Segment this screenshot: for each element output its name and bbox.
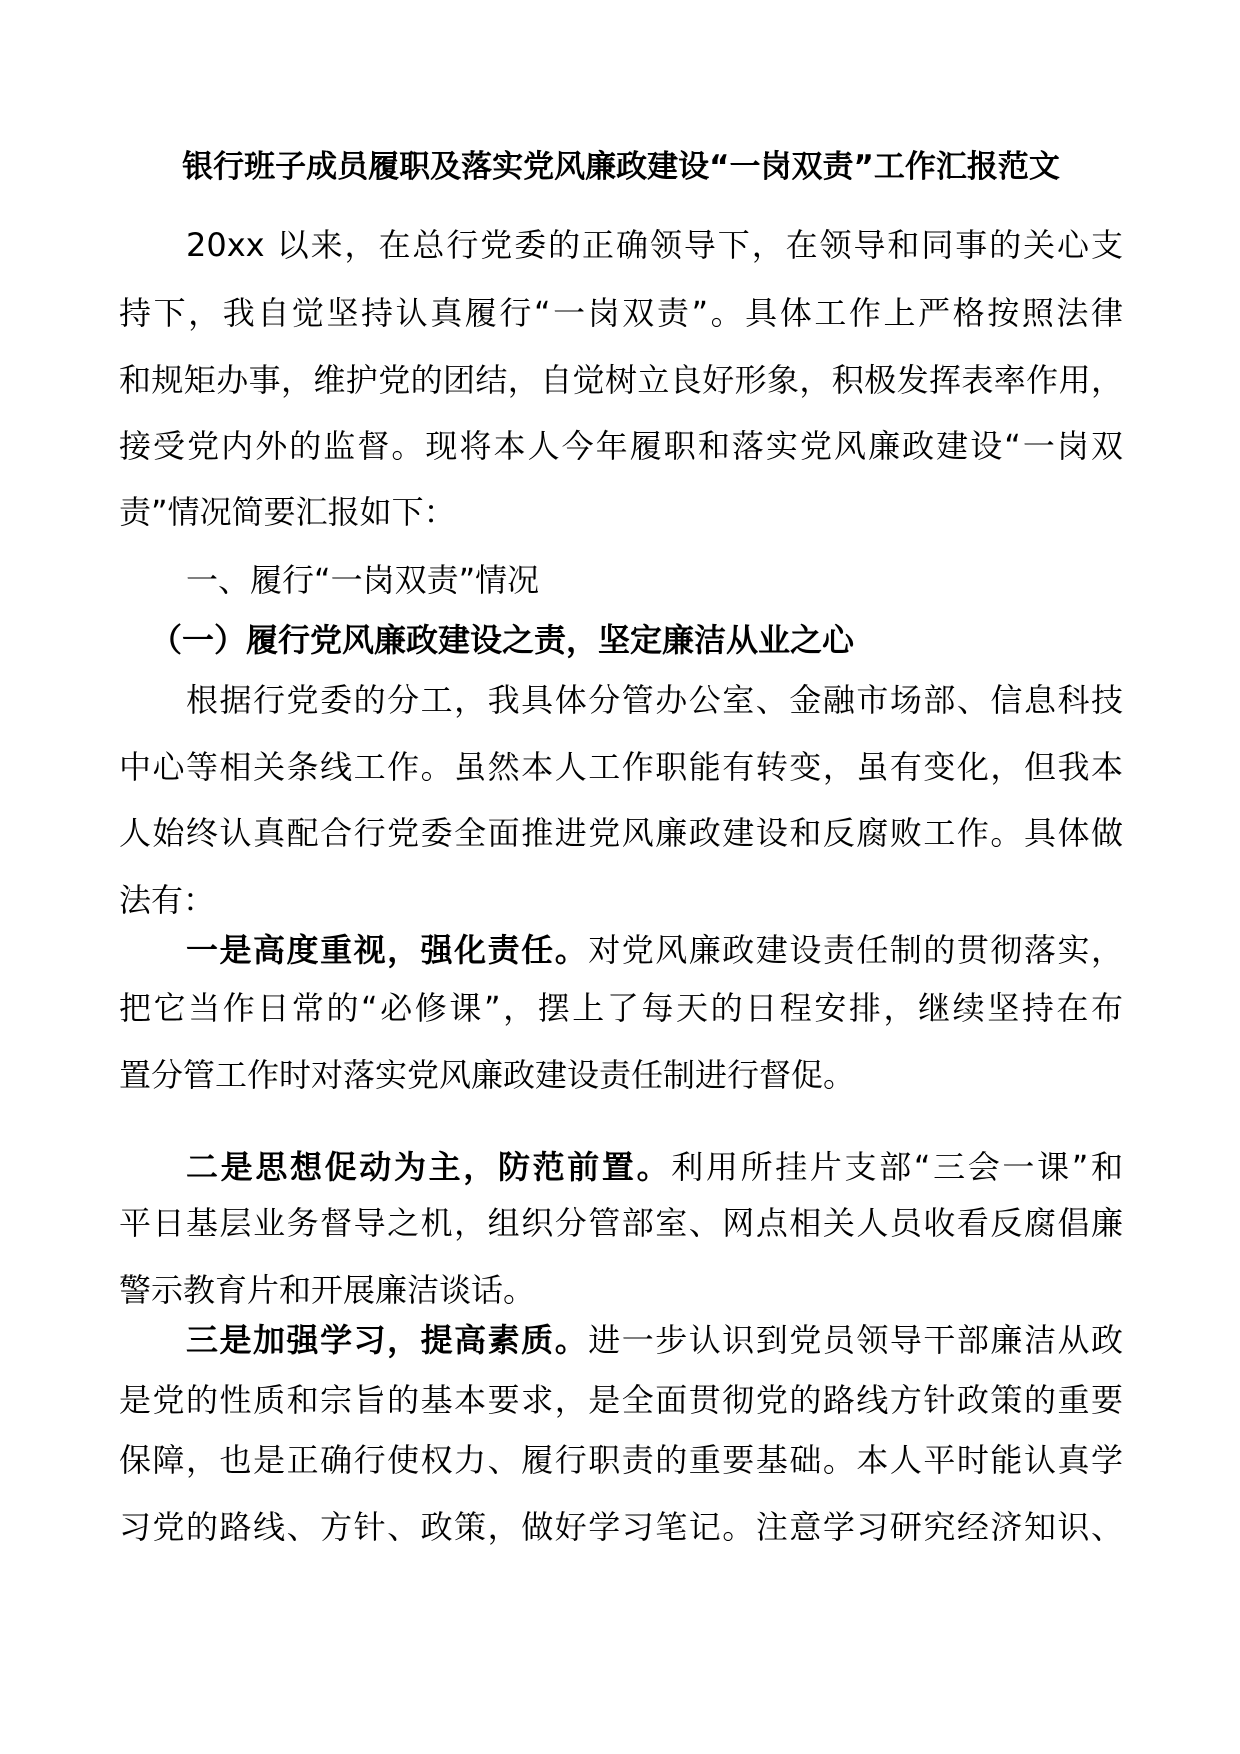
point-line: 平日基层业务督导之机，组织分管部室、网点相关人员收看反腐倡廉 [119,1204,1123,1242]
point-text: 对党风廉政建设责任制的贯彻落实， [588,931,1123,969]
document-title: 银行班子成员履职及落实党风廉政建设“一岗双责”工作汇报范文 [182,149,1060,185]
paragraph-line: 根据行党委的分工，我具体分管办公室、金融市场部、信息科技 [186,681,1123,719]
intro-line: 持下，我自觉坚持认真履行“一岗双责”。具体工作上严格按照法律 [119,294,1123,332]
point-title: 三是加强学习，提高素质。 [186,1321,589,1359]
point-title: 一是高度重视，强化责任。 [186,931,589,969]
point-text: 进一步认识到党员领导干部廉洁从政 [588,1321,1123,1359]
point-line: 保障，也是正确行使权力、履行职责的重要基础。本人平时能认真学 [119,1441,1123,1479]
intro-line: 责”情况简要汇报如下： [119,493,456,531]
point-line: 把它当作日常的“必修课”，摆上了每天的日程安排，继续坚持在布 [119,989,1123,1027]
paragraph-line: 人始终认真配合行党委全面推进党风廉政建设和反腐败工作。具体做 [119,814,1123,852]
intro-line: 20xx 以来，在总行党委的正确领导下，在领导和同事的关心支 [186,226,1123,264]
intro-line: 接受党内外的监督。现将本人今年履职和落实党风廉政建设“一岗双 [119,427,1123,465]
point-line [119,1145,1123,1189]
point-title: 二是思想促动为主，防范前置。 [186,1148,672,1186]
point-line [119,928,1123,972]
point-line: 警示教育片和开展廉洁谈话。 [119,1271,536,1309]
intro-line: 和规矩办事，维护党的团结，自觉树立良好形象，积极发挥表率作用， [119,361,1123,399]
point-text: 利用所挂片支部“三会一课”和 [671,1148,1123,1186]
point-line: 习党的路线、方针、政策，做好学习笔记。注意学习研究经济知识、 [119,1508,1123,1546]
point-line: 是党的性质和宗旨的基本要求，是全面贯彻党的路线方针政策的重要 [119,1381,1123,1419]
paragraph-line: 法有： [119,881,216,919]
point-line [119,1318,1123,1362]
subsection-heading: （一）履行党风廉政建设之责，坚定廉洁从业之心 [150,621,855,659]
section-heading: 一、履行“一岗双责”情况 [186,561,540,599]
point-line: 置分管工作时对落实党风廉政建设责任制进行督促。 [119,1056,856,1094]
paragraph-line: 中心等相关条线工作。虽然本人工作职能有转变，虽有变化，但我本 [119,748,1123,786]
